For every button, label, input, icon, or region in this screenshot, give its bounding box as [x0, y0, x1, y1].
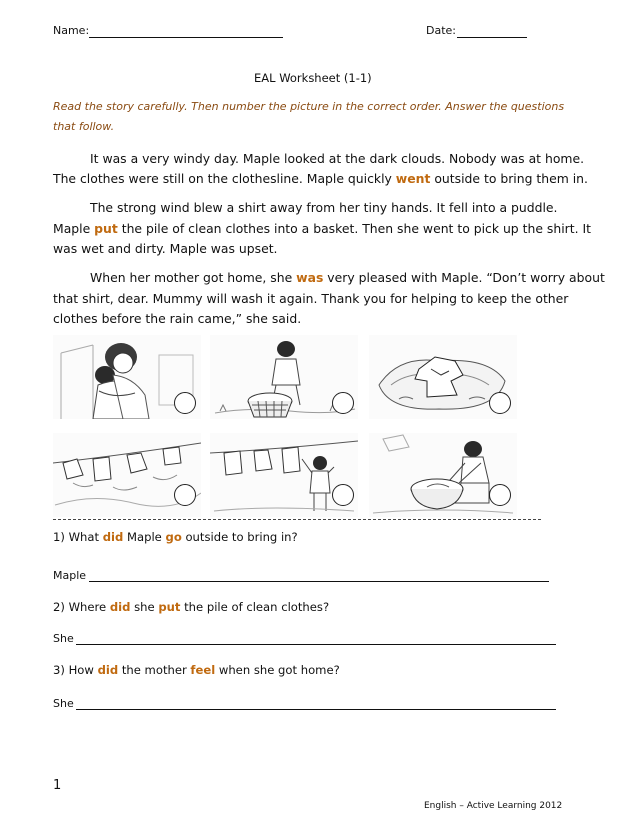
- answer-3-line[interactable]: [76, 709, 556, 710]
- story-text: very pleased with Maple. “Don’t worry about: [323, 270, 605, 285]
- picture-order-circle-1[interactable]: [174, 392, 196, 414]
- highlight-word: feel: [190, 663, 216, 677]
- answer-3-start: She: [53, 697, 74, 710]
- story-p1-line-1: It was a very windy day. Maple looked at the dark clouds. Nobody was at home.: [90, 151, 585, 166]
- picture-order-circle-6[interactable]: [489, 484, 511, 506]
- name-field[interactable]: [89, 37, 283, 38]
- story-p2-line-1: The strong wind blew a shirt away from her tiny hands. It fell into a puddle.: [90, 200, 558, 215]
- page-number: 1: [53, 778, 62, 793]
- story-p3-line-2: that shirt, dear. Mummy will wash it again. Thank you for helping to keep the other: [53, 291, 569, 306]
- footer-credit: English – Active Learning 2012: [424, 801, 563, 811]
- highlight-word: went: [395, 171, 431, 186]
- dashed-separator: [53, 519, 541, 520]
- story-text: The clothes were still on the clothesline. Maple quickly: [53, 171, 396, 186]
- highlight-word: did: [97, 663, 119, 677]
- question-text: Maple: [123, 530, 166, 544]
- picture-order-circle-3[interactable]: [489, 392, 511, 414]
- date-label: Date:: [426, 24, 456, 37]
- girl-taking-clothes-drawing: [210, 433, 358, 517]
- question-text: she: [130, 600, 159, 614]
- answer-2-start: She: [53, 632, 74, 645]
- story-text: the pile of clean clothes into a basket. Then she went to pick up the shirt. It: [117, 221, 591, 236]
- instructions-line-1: Read the story carefully. Then number the picture in the correct order. Answer the questions: [53, 100, 565, 113]
- story-p1-line-2: [53, 167, 588, 191]
- question-text: the mother: [118, 663, 191, 677]
- question-text: 3) How: [53, 663, 98, 677]
- answer-2-line[interactable]: [76, 644, 556, 645]
- picture-order-circle-5[interactable]: [332, 484, 354, 506]
- worksheet-title: EAL Worksheet (1-1): [254, 71, 372, 85]
- highlight-word: did: [102, 530, 124, 544]
- question-text: outside to bring in?: [181, 530, 298, 544]
- highlight-word: go: [165, 530, 182, 544]
- question-text: the pile of clean clothes?: [180, 600, 330, 614]
- highlight-word: did: [109, 600, 131, 614]
- answer-1-start: Maple: [53, 569, 87, 582]
- highlight-word: put: [158, 600, 181, 614]
- story-text: Maple: [53, 221, 95, 236]
- picture-order-circle-2[interactable]: [332, 392, 354, 414]
- answer-1-line[interactable]: [89, 581, 549, 582]
- question-text: when she got home?: [215, 663, 340, 677]
- name-label: Name:: [53, 24, 90, 37]
- question-1: [53, 530, 298, 544]
- highlight-word: was: [296, 270, 324, 285]
- story-text: When her mother got home, she: [90, 270, 297, 285]
- question-2: [53, 600, 329, 614]
- question-3: [53, 663, 340, 677]
- question-text: 2) Where: [53, 600, 110, 614]
- date-field[interactable]: [457, 37, 527, 38]
- girl-taking-clothes-picture: [210, 433, 358, 517]
- story-p2-line-3: was wet and dirty. Maple was upset.: [53, 241, 278, 256]
- instructions-line-2: that follow.: [53, 120, 115, 133]
- story-p3-line-3: clothes before the rain came,” she said.: [53, 311, 302, 326]
- story-text: outside to bring them in.: [430, 171, 588, 186]
- picture-order-circle-4[interactable]: [174, 484, 196, 506]
- question-text: 1) What: [53, 530, 103, 544]
- highlight-word: put: [94, 221, 118, 236]
